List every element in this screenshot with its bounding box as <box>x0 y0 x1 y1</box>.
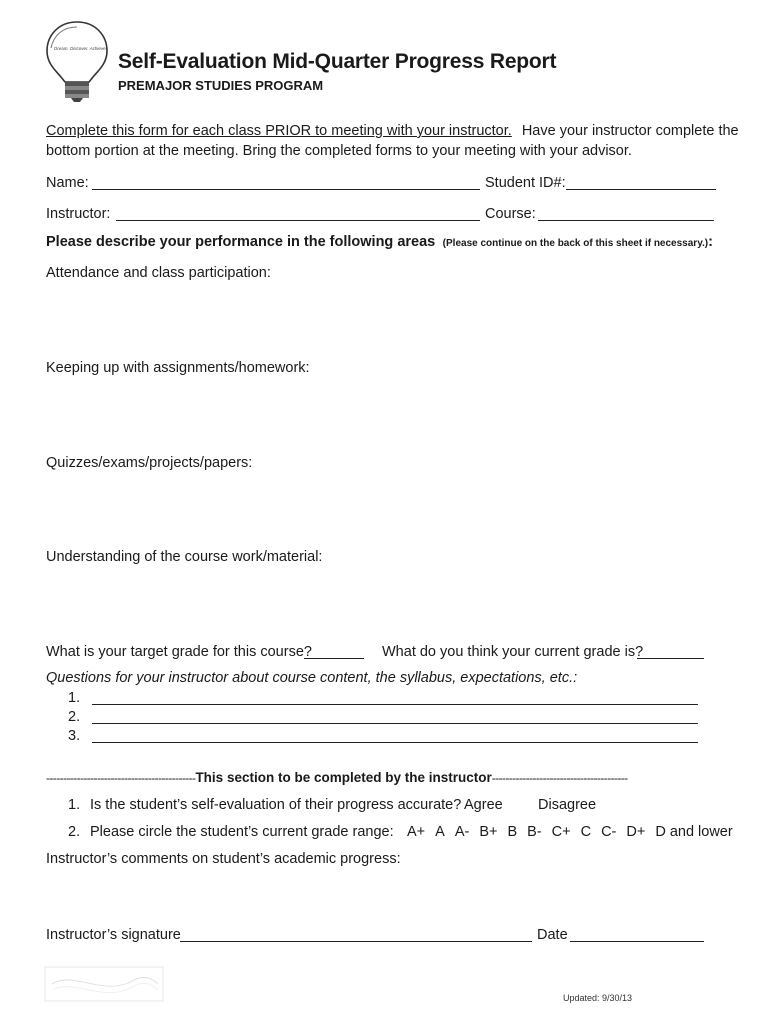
instructor-section-divider <box>46 770 628 785</box>
updated-date: Updated: 9/30/13 <box>563 993 633 1003</box>
question-field-1[interactable] <box>92 704 698 705</box>
agree-option[interactable]: Agree <box>464 797 503 813</box>
lightbulb-icon <box>42 18 112 102</box>
program-name: PREMAJOR STUDIES PROGRAM <box>118 78 324 93</box>
area-attendance-label: Attendance and class participation: <box>46 265 271 281</box>
grade-option[interactable]: D and lower <box>655 824 733 840</box>
student-id-label: Student ID#: <box>485 175 566 191</box>
date-field[interactable] <box>570 941 704 942</box>
instructor-comments-label: Instructor’s comments on student’s academic progress: <box>46 851 401 867</box>
instructor-q1-text: Is the student’s self-evaluation of their progress accurate? <box>90 797 462 813</box>
instructor-q1-number: 1. <box>68 797 81 813</box>
course-field[interactable] <box>538 220 714 221</box>
signature-label: Instructor’s signature <box>46 927 181 943</box>
grade-option[interactable]: C- <box>601 824 617 840</box>
instructions-line-1-rest: Have your instructor complete the <box>521 123 739 139</box>
page-title: Self-Evaluation Mid-Quarter Progress Report <box>118 50 557 73</box>
question-number-3: 3. <box>68 728 81 744</box>
instructions-line-2: bottom portion at the meeting. Bring the completed forms to your meeting with your advisor. <box>46 143 632 159</box>
divider-dashes-left: -------------------------------------------- <box>46 771 196 785</box>
performance-colon: : <box>708 234 713 250</box>
area-assignments-label: Keeping up with assignments/homework: <box>46 360 310 376</box>
grade-option[interactable]: B- <box>527 824 542 840</box>
student-id-field[interactable] <box>566 189 716 190</box>
date-label: Date <box>537 927 568 943</box>
course-label: Course: <box>485 206 536 222</box>
instructor-q2-text: Please circle the student’s current grade range: <box>90 824 394 840</box>
target-grade-label: What is your target grade for this course? <box>46 644 312 660</box>
instructor-q2-number: 2. <box>68 824 81 840</box>
performance-heading <box>46 233 713 251</box>
name-field[interactable] <box>92 189 480 190</box>
instructions-line-1 <box>46 123 739 139</box>
name-label: Name: <box>46 175 89 191</box>
questions-heading: Questions for your instructor about course content, the syllabus, expectations, etc.: <box>46 670 578 686</box>
faint-seal-mark <box>44 966 164 1002</box>
disagree-option[interactable]: Disagree <box>538 797 597 813</box>
grade-option[interactable]: A <box>435 824 445 840</box>
area-understanding-label: Understanding of the course work/material: <box>46 549 323 565</box>
grade-option[interactable]: A+ <box>407 824 426 840</box>
logo-text: Dream. Discover. Achieve. <box>54 46 107 51</box>
instructions-underlined: Complete this form for each class PRIOR to meeting with your instructor. <box>46 123 512 139</box>
lightbulb-logo <box>42 18 112 102</box>
divider-dashes-right: ---------------------------------------- <box>491 771 628 785</box>
performance-note: (Please continue on the back of this sheet if necessary.) <box>442 238 709 249</box>
instructor-section-heading: This section to be completed by the instructor <box>195 770 492 785</box>
grade-option[interactable]: C+ <box>551 824 571 840</box>
grade-range-options <box>407 824 733 840</box>
question-field-3[interactable] <box>92 742 698 743</box>
question-number-2: 2. <box>68 709 81 725</box>
grade-option[interactable]: B <box>507 824 518 840</box>
area-quizzes-label: Quizzes/exams/projects/papers: <box>46 455 253 471</box>
target-grade-field[interactable] <box>304 658 364 659</box>
current-grade-label: What do you think your current grade is? <box>382 644 644 660</box>
question-number-1: 1. <box>68 690 81 706</box>
question-field-2[interactable] <box>92 723 698 724</box>
performance-heading-text: Please describe your performance in the following areas <box>46 234 436 250</box>
instructor-label: Instructor: <box>46 206 111 222</box>
grade-option[interactable]: D+ <box>626 824 646 840</box>
instructor-field[interactable] <box>116 220 480 221</box>
grade-option[interactable]: A- <box>454 824 470 840</box>
grade-option[interactable]: B+ <box>479 824 498 840</box>
current-grade-field[interactable] <box>637 658 704 659</box>
signature-field[interactable] <box>180 941 532 942</box>
grade-option[interactable]: C <box>580 824 592 840</box>
